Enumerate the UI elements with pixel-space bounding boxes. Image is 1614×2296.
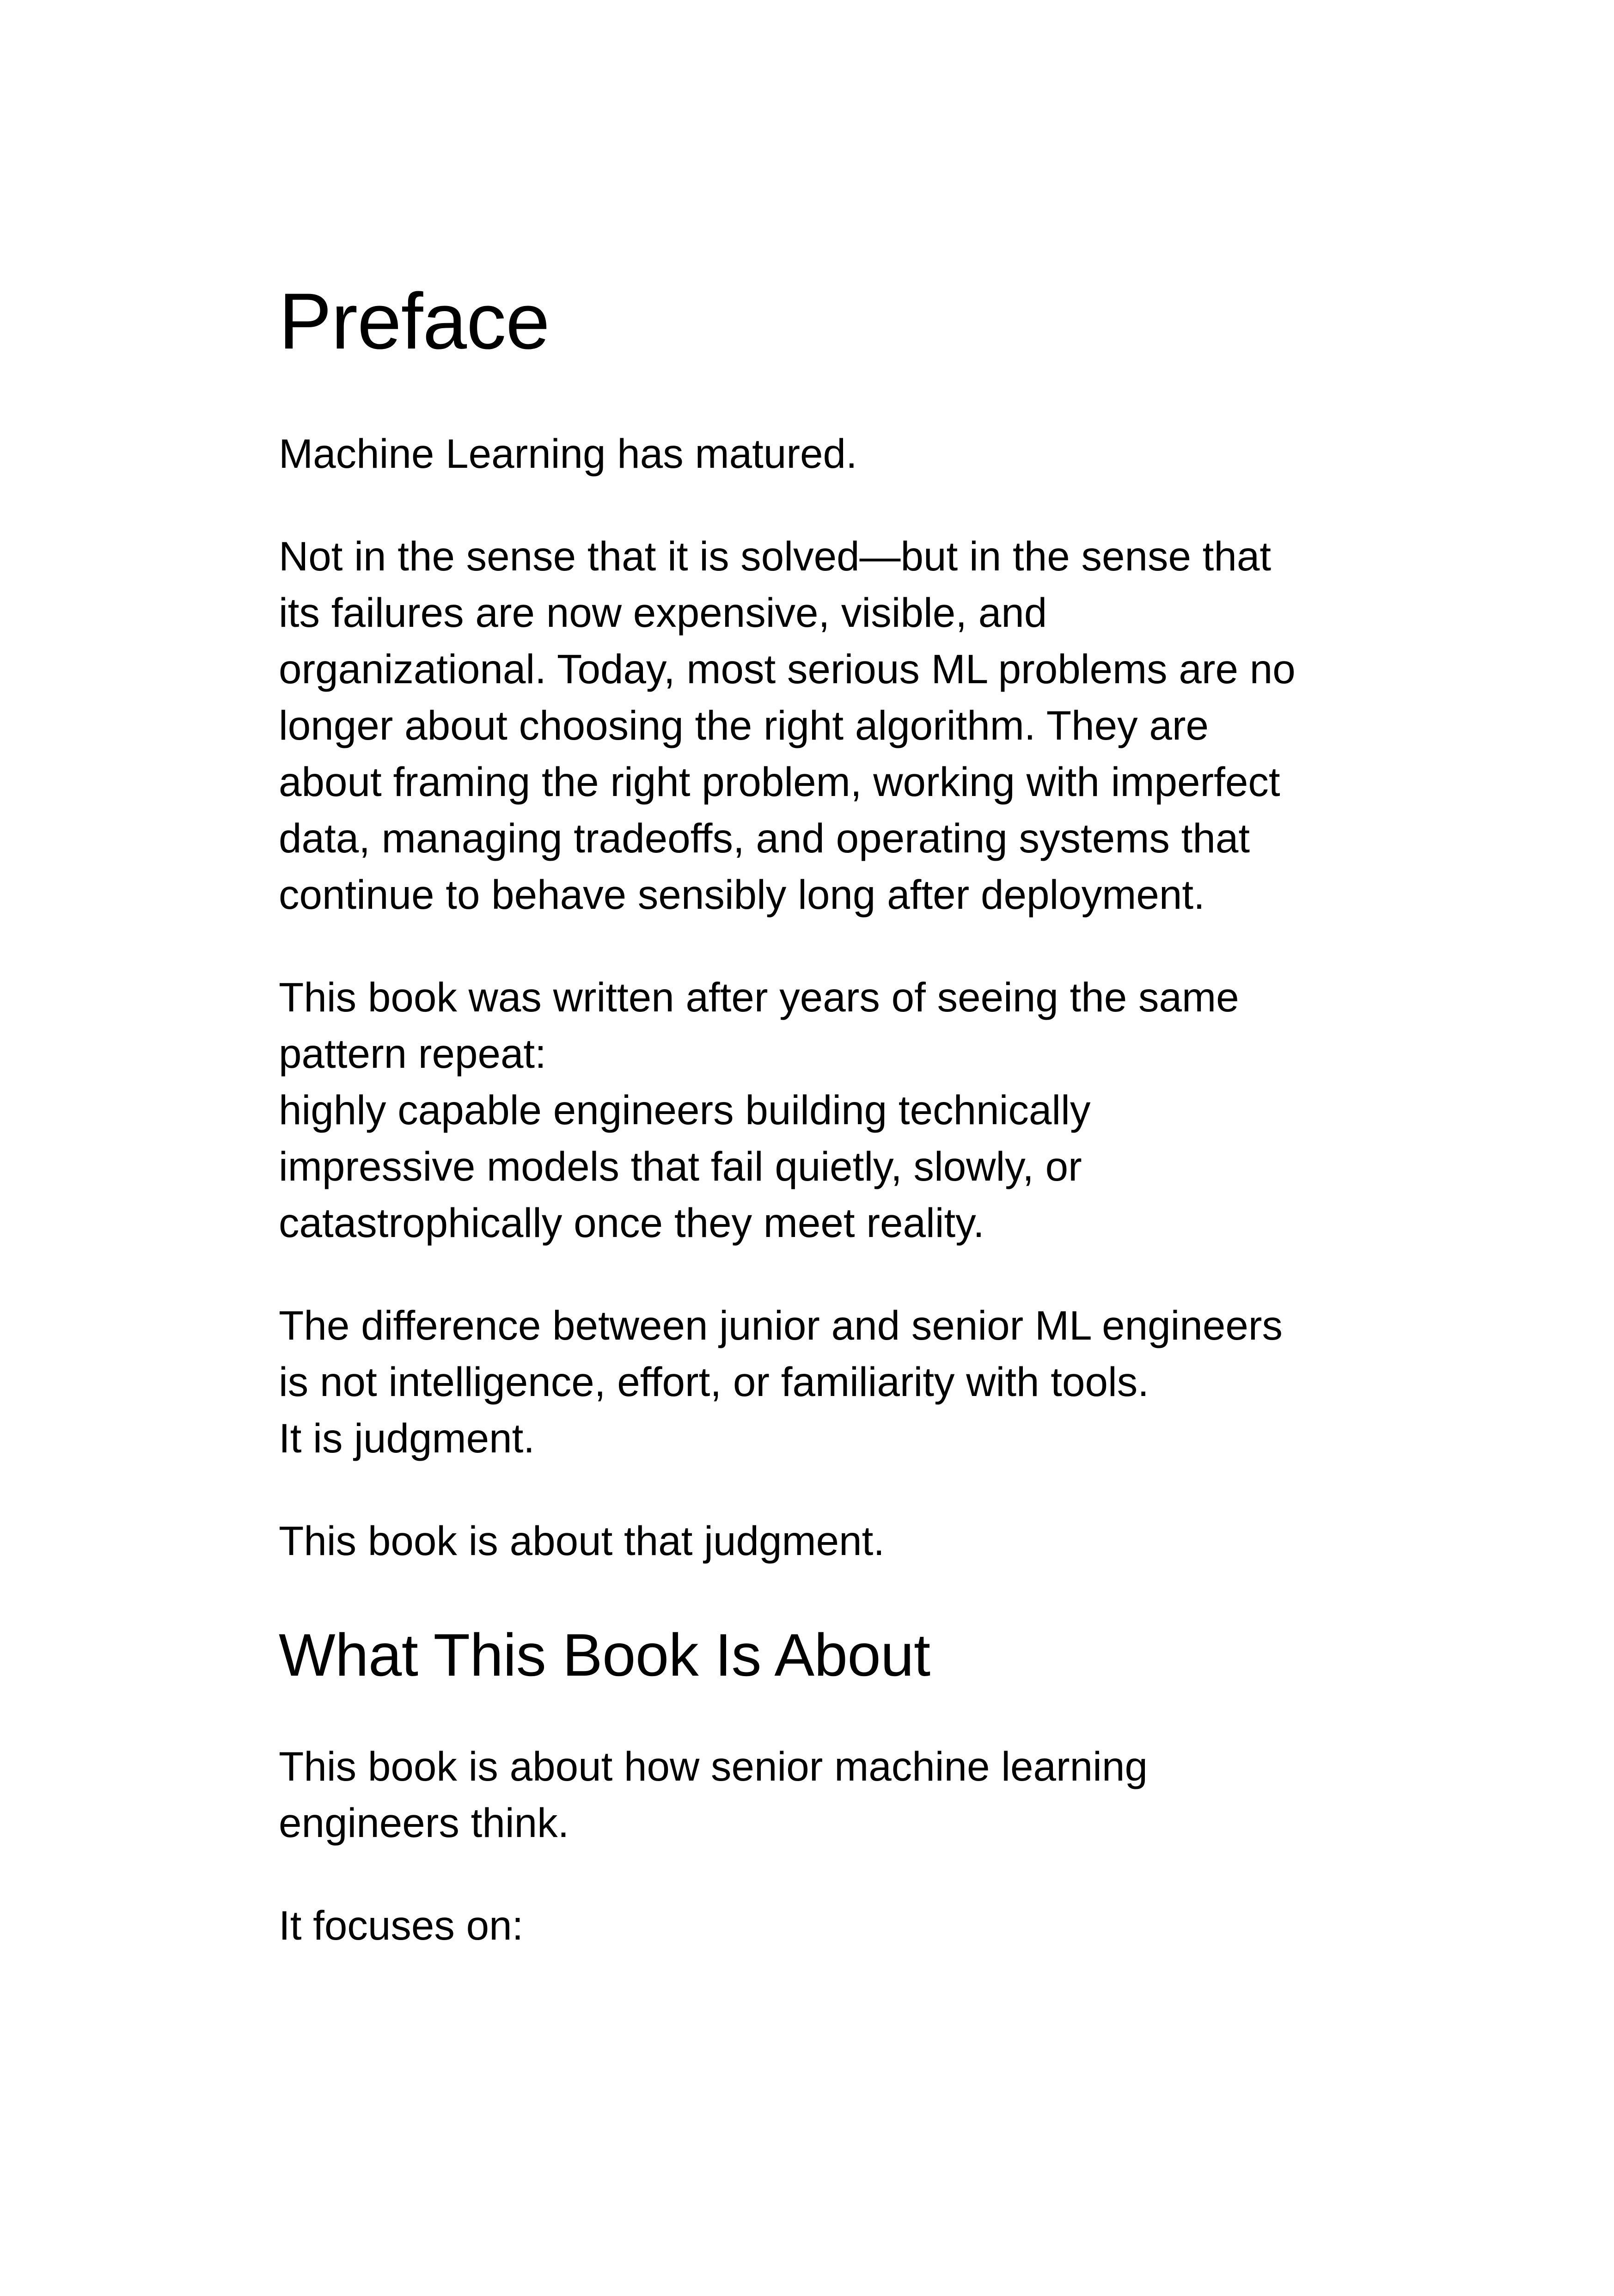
paragraph-section-2: It focuses on: [279,1902,524,1948]
paragraph-section-1: This book is about how senior machine learning engineers think. [279,1743,1148,1846]
paragraph-intro-5: This book is about that judgment. [279,1518,885,1564]
spacer [279,1701,1342,1738]
page-title: Preface [279,277,550,366]
page-content [279,261,1342,1953]
paragraph-intro-3: This book was written after years of seeing the same pattern repeat: highly capable engineers building technically impressive models that fail quietly, slowly, or catastrophically once they meet reality. [279,974,1239,1246]
paragraph-intro-2: Not in the sense that it is solved—but in the sense that its failures are now expensive, visible, and organizational. Today, most serious ML problems are no longer about choosing the right algorithm. They are about framing the right problem, working with imperfect data, managing tradeoffs, and operating systems that continue to behave sensibly long after deployment. [279,533,1296,918]
paragraph-intro-1: Machine Learning has matured. [279,430,857,477]
spacer [279,1851,1342,1897]
spacer [279,923,1342,969]
spacer [279,1466,1342,1512]
spacer [279,381,1342,425]
paragraph-intro-4: The difference between junior and senior ML engineers is not intelligence, effort, or familiarity with tools. It is judgment. [279,1302,1283,1461]
spacer [279,1569,1342,1609]
spacer [279,482,1342,528]
spacer [279,1251,1342,1297]
section-heading: What This Book Is About [279,1621,930,1689]
